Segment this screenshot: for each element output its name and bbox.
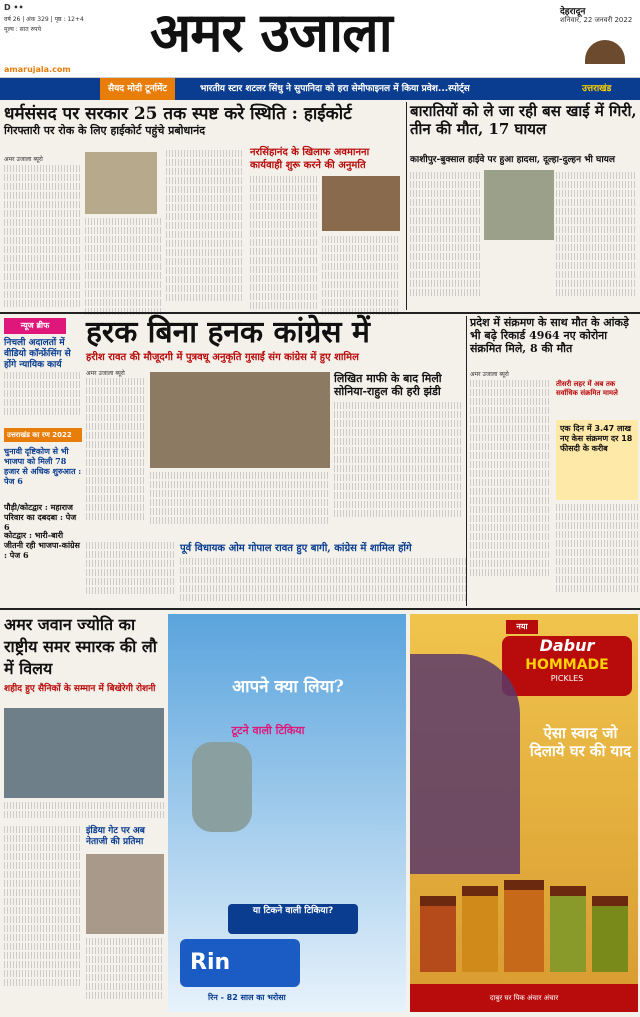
narsinghanand-photo [322,176,400,231]
newspaper-title: अमर उजाला [150,0,392,64]
brief-headline: चुनावी दृष्टिकोण से भी भाजपा को मिली 78 हजार से अधिक शुरुआत : पेज 6 [4,446,82,486]
rin-tagline: रिन - 82 साल का भरोसा [208,993,286,1002]
dabur-product: HOMMADE [525,657,609,673]
story-body [4,165,82,325]
masthead [0,0,640,64]
story-body [86,938,164,1012]
dabur-brand: Dabur [539,636,595,655]
story-body [4,372,82,422]
story-body [334,402,462,538]
third-wave-box: एक दिन में 3.47 लाख नए केस संक्रमण दर 18 फीसदी के करीब [556,420,638,500]
pickle-jars [420,876,630,976]
story-body [86,542,176,606]
india-gate-photo [86,854,164,934]
byline: अमर उजाला ब्यूरो [470,371,509,378]
headline-dharmsansad: धर्मसंसद पर सरकार 25 तक स्पष्ट करे स्थिति : हाईकोर्ट [4,104,352,124]
website[interactable]: amarujala.com [4,65,71,74]
accident-photo [484,170,554,240]
dabur-logo [502,636,632,696]
rin-ad-title: आपने क्या लिया? [232,677,344,697]
headline-narsinghanand: नरसिंहानंद के खिलाफ अवमानना कार्यवाही शुरू करने की अनुमति [250,147,370,171]
new-badge: नया [506,620,538,634]
jyoti-photo [4,708,164,798]
photo-caption [4,802,164,822]
story-body [4,826,82,1012]
dabur-sub: PICKLES [550,674,584,683]
headline-india-gate: इंडिया गेट पर अब नेताजी की प्रतिमा [86,826,145,847]
edition-marker: D •• [4,3,24,12]
subhead-bus-accident: काशीपुर-बुक्साल हाईवे पर हुआ हादसा, दूल्हा-दुल्हन भी घायल [410,155,615,165]
congress-photo [150,372,330,468]
subhead-dharmsansad: गिरफ्तारी पर रोक के लिए हाईकोर्ट पहुंचे प्रबोधानंद [4,124,206,137]
headline-om-gopal: पूर्व विधायक ओम गोपाल रावत हुए बागी, कांग्रेस में शामिल होंगे [180,543,412,554]
story-body [556,172,636,312]
sports-strip [0,78,640,100]
headline-harak: हरक बिना हनक कांग्रेस में [86,315,370,350]
ticker-text: भारतीय स्टार शटलर सिंधु ने सुपानिदा को हरा सेमीफाइनल में किया प्रवेश...स्पोर्ट्स [200,84,470,94]
rin-ad-line1: टूटने वाली टिकिया [231,724,305,737]
story-body [250,176,318,326]
dabur-advertisement[interactable] [410,614,638,1012]
news-brief-label: न्यूज ब्रीफ [4,318,66,334]
court-photo [85,152,157,214]
election-label: उत्तराखंड का रण 2022 [4,428,82,442]
headline-jyoti: अमर जवान ज्योति का राष्ट्रीय समर स्मारक की लौ में विलय [4,615,157,678]
brief-headline: कोटद्वार : भारी-बारी जीतनी रही भाजपा-कांग्रेस : पेज 6 [4,530,80,560]
city: देहरादून [560,7,586,17]
story-body [166,150,244,326]
subhead-harak: हरीश रावत की मौजूदगी में पुत्रवधू अनुकृति गुसाईं संग कांग्रेस में हुए शामिल [86,352,359,363]
edition-label: उत्तराखंड [582,84,612,94]
story-body [180,558,466,606]
meta-line: वर्ष 26 | अंक 329 | पृष्ठ : 12+4 [4,16,84,23]
rin-brand: Rin [180,939,300,987]
headline-bus-accident: बारातियों को ले जा रही बस खाई में गिरी, तीन की मौत, 17 घायल [410,102,637,138]
story-body [556,504,638,604]
column-rule [466,316,467,606]
story-body [410,172,480,312]
date: शनिवार, 22 जनवरी 2022 [560,16,633,24]
story-body [150,472,330,536]
rin-ad-line2: या टिकने वाली टिकिया? [228,904,358,934]
ticker-label: सैयद मोदी टूर्नामेंट [100,78,175,100]
woman-photo [410,654,520,874]
price-line: मूल्य : सात रुपये [4,26,42,33]
brief-headline: निचली अदालतों में वीडियो कॉन्फ्रेंसिंग से होंगे न्यायिक कार्य [4,338,71,370]
rin-advertisement[interactable] [168,614,406,1012]
story-body [86,378,146,538]
story-body [85,218,163,326]
subhead-jyoti: शहीद हुए सैनिकों के सम्मान में बिखेरेगी रोशनी [4,684,156,694]
byline: अमर उजाला ब्यूरो [4,156,43,163]
story-body [470,380,550,604]
dabur-footer: दाबुर घर पिक अंचार अंचार [410,984,638,1012]
brief-headline: पौड़ी/कोटद्वार : महाराज परिवार का दबदबा : पेज 6 [4,502,77,532]
section-rule [0,608,640,610]
headline-covid: प्रदेश में संक्रमण के साथ मौत के आंकड़े भी बढ़े रिकार्ड 4964 नए कोरोना संक्रमित मिले, 8 की मौत [470,316,629,355]
byline: अमर उजाला ब्यूरो [86,370,125,377]
dabur-tagline: ऐसा स्वाद जो दिलाये घर की याद [529,724,632,760]
column-rule [406,102,407,310]
broken-soap-hand [192,742,252,832]
third-wave-label: तीसरी लहर में अब तक सर्वाधिक संक्रमित मामले [556,380,618,397]
headline-maafi: लिखित माफी के बाद मिली सोनिया-राहुल की हरी झंडी [334,372,442,398]
section-rule [0,312,640,314]
